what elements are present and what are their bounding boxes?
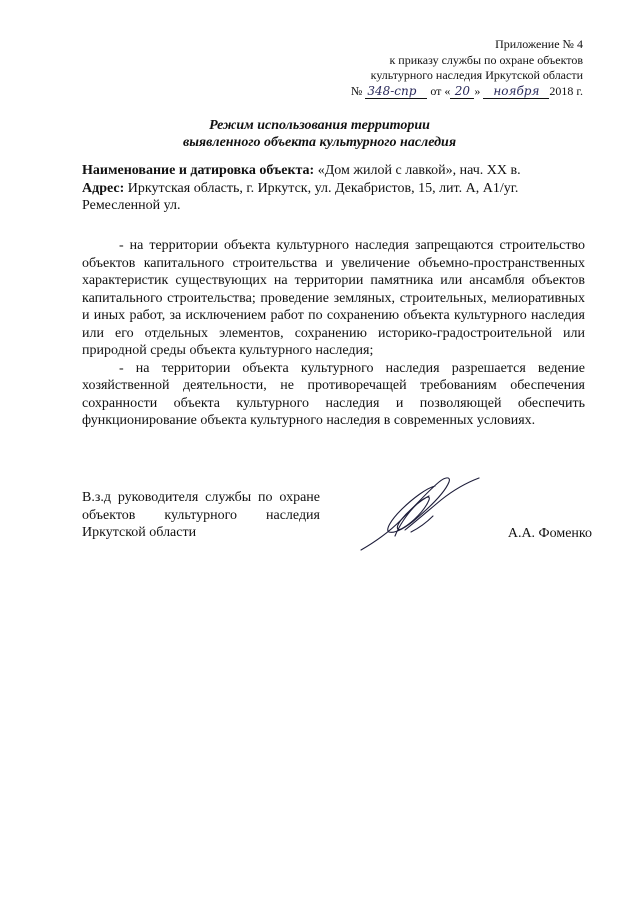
appendix-line: Приложение № 4: [495, 37, 583, 51]
object-address-label: Адрес:: [82, 180, 125, 196]
object-name-line: [82, 162, 584, 180]
regime-text: [82, 237, 585, 430]
object-name-label: Наименование и датировка объекта:: [82, 163, 315, 178]
object-name-value: «Дом жилой с лавкой», нач. XX в.: [317, 163, 521, 178]
handwritten-order-number: 348-спр: [365, 85, 427, 99]
object-info: [82, 162, 584, 215]
regime-prohibition-paragraph: - на территории объекта культурного наследия запрещаются строительство объектов капитального строительства и увеличение объемно-пространственных характеристик существующих на территории памятника или ансамбля объектов капитального строительства; проведение земляных, строительных, мелиоративных и иных работ, за исключением работ по сохранению объекта культурного наследия или его отдельных элементов, сохранению историко-градостроительной или природной среды объекта культурного наследия;: [82, 238, 585, 358]
regime-permission-paragraph: - на территории объекта культурного наследия разрешается ведение хозяйственной деятельности, не противоречащей требованиям обеспечения сохранности объекта культурного наследия и позволяющей обеспечить функционирование объекта культурного наследия в современных условиях.: [82, 360, 585, 428]
title-line: Режим использования территории: [209, 118, 430, 133]
signatory-name: А.А. Фоменко: [507, 526, 592, 541]
appendix-order-reference: к приказу службы по охране объектов: [389, 52, 583, 67]
document-title: [0, 117, 639, 151]
handwritten-signature: [355, 470, 485, 555]
object-address-value: Иркутская область, г. Иркутск, ул. Декабристов, 15, лит. А, А1/уг. Ремесленной ул.: [82, 180, 519, 213]
from-label: от «: [430, 83, 451, 98]
order-number-line: [351, 84, 583, 100]
signatory-position: В.з.д руководителя службы по охране объектов культурного наследия Иркутской области: [82, 490, 320, 540]
number-sign: №: [350, 83, 363, 98]
quote-close: »: [474, 83, 481, 98]
object-address-line: [82, 180, 584, 215]
appendix-header: [351, 37, 583, 99]
appendix-authority: культурного наследия Иркутской области: [370, 68, 583, 82]
handwritten-month: ноября: [483, 85, 549, 99]
handwritten-day: 20: [450, 85, 474, 99]
title-line: выявленного объекта культурного наследия: [182, 135, 457, 150]
order-year: 2018 г.: [549, 83, 583, 98]
